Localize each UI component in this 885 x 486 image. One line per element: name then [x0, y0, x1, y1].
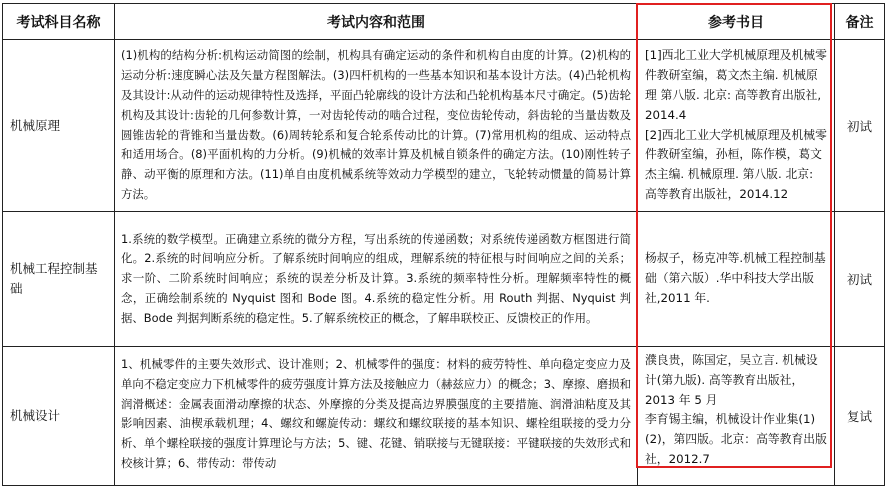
subject-name: 机械设计	[3, 347, 115, 486]
book-entry: [1]西北工业大学机械原理及机械零件教研室编，葛文杰主编. 机械原理 第八版. 北京: 高等教育出版社, 2014.4	[645, 48, 827, 122]
note: 初试	[835, 212, 885, 347]
header-subject: 考试科目名称	[3, 4, 115, 40]
reference-books	[638, 347, 835, 486]
exam-content: (1)机构的结构分析:机构运动简图的绘制，机构具有确定运动的条件和机构自由度的计算。(2)机构的运动分析:速度瞬心法及矢量方程图解法。(3)四杆机构的一些基本知识和基本设计方法。(4)凸轮机构及其设计:从动件的运动规律特性及选择，平面凸轮廓线的设计方法和凸轮机构基本尺寸确定。(5)齿轮机构及其设计:齿轮的几何参数计算，一对齿轮传动的啮合过程，变位齿轮传动，斜齿轮的当量齿数及圆锥齿轮的背锥和当量齿数。(6)周转轮系和复合轮系传动比的计算。(7)常用机构的组成、运动特点和适用场合。(8)平面机构的力分析。(9)机械的效率计算及机械自锁条件的确定方法。(10)刚性转子静、动平衡的原理和方法。(11)单自由度机械系统等效动力学模型的建立，飞轮转动惯量的简易计算方法。	[115, 40, 638, 212]
note: 初试	[835, 40, 885, 212]
table-row	[3, 40, 885, 212]
exam-syllabus-table	[2, 3, 885, 486]
book-entry: 杨叔子，杨克冲等.机械工程控制基础（第六版）.华中科技大学出版社,2011 年.	[645, 251, 826, 305]
header-content: 考试内容和范围	[115, 4, 638, 40]
reference-books	[638, 212, 835, 347]
exam-content: 1、机械零件的主要失效形式、设计准则；2、机械零件的强度：材料的疲劳特性、单向稳定变应力及单向不稳定变应力下机械零件的疲劳强度计算方法及接触应力（赫兹应力）的概念；3、摩擦、磨损和润滑概述：金属表面滑动摩擦的状态、外摩擦的分类及提高边界膜强度的主要措施、润滑油粘度及其影响因素、油楔承载机理；4、螺纹和螺旋传动：螺纹和螺纹联接的基本知识、螺栓组联接的受力分析、单个螺栓联接的强度计算理论与方法；5、键、花键、销联接与无键联接：平键联接的失效形式和校核计算；6、带传动：带传动	[115, 347, 638, 486]
header-note: 备注	[835, 4, 885, 40]
book-entry: [2]西北工业大学机械原理及机械零件教研室编，孙桓，陈作模，葛文杰主编. 机械原理. 第八版. 北京: 高等教育出版社，2014.12	[645, 127, 827, 201]
exam-content: 1.系统的数学模型。正确建立系统的微分方程，写出系统的传递函数；对系统传递函数方框图进行简化。2.系统的时间响应分析。了解系统时间响应的组成，理解系统的特征根与时间响应之间的关系；求一阶、二阶系统时间响应；系统的误差分析及计算。3.系统的频率特性分析。理解频率特性的概念，正确绘制系统的 Nyquist 图和 Bode 图。4.系统的稳定性分析。用 Routh 判据、Nyquist 判据、Bode 判据判断系统的稳定性。5.了解系统校正的概念，了解串联校正、反馈校正的作用。	[115, 212, 638, 347]
subject-name: 机械工程控制基础	[3, 212, 115, 347]
subject-name: 机械原理	[3, 40, 115, 212]
reference-books	[638, 40, 835, 212]
note: 复试	[835, 347, 885, 486]
book-entry: 李育锡主编，机械设计作业集(1)(2)，第四版。北京：高等教育出版社，2012.7	[645, 412, 827, 466]
header-books: 参考书目	[638, 4, 835, 40]
table-row	[3, 212, 885, 347]
table-row	[3, 347, 885, 486]
book-entry: 濮良贵，陈国定，吴立言. 机械设计(第九版). 高等教育出版社，2013 年 5 月	[645, 353, 818, 407]
header-row	[3, 4, 885, 40]
